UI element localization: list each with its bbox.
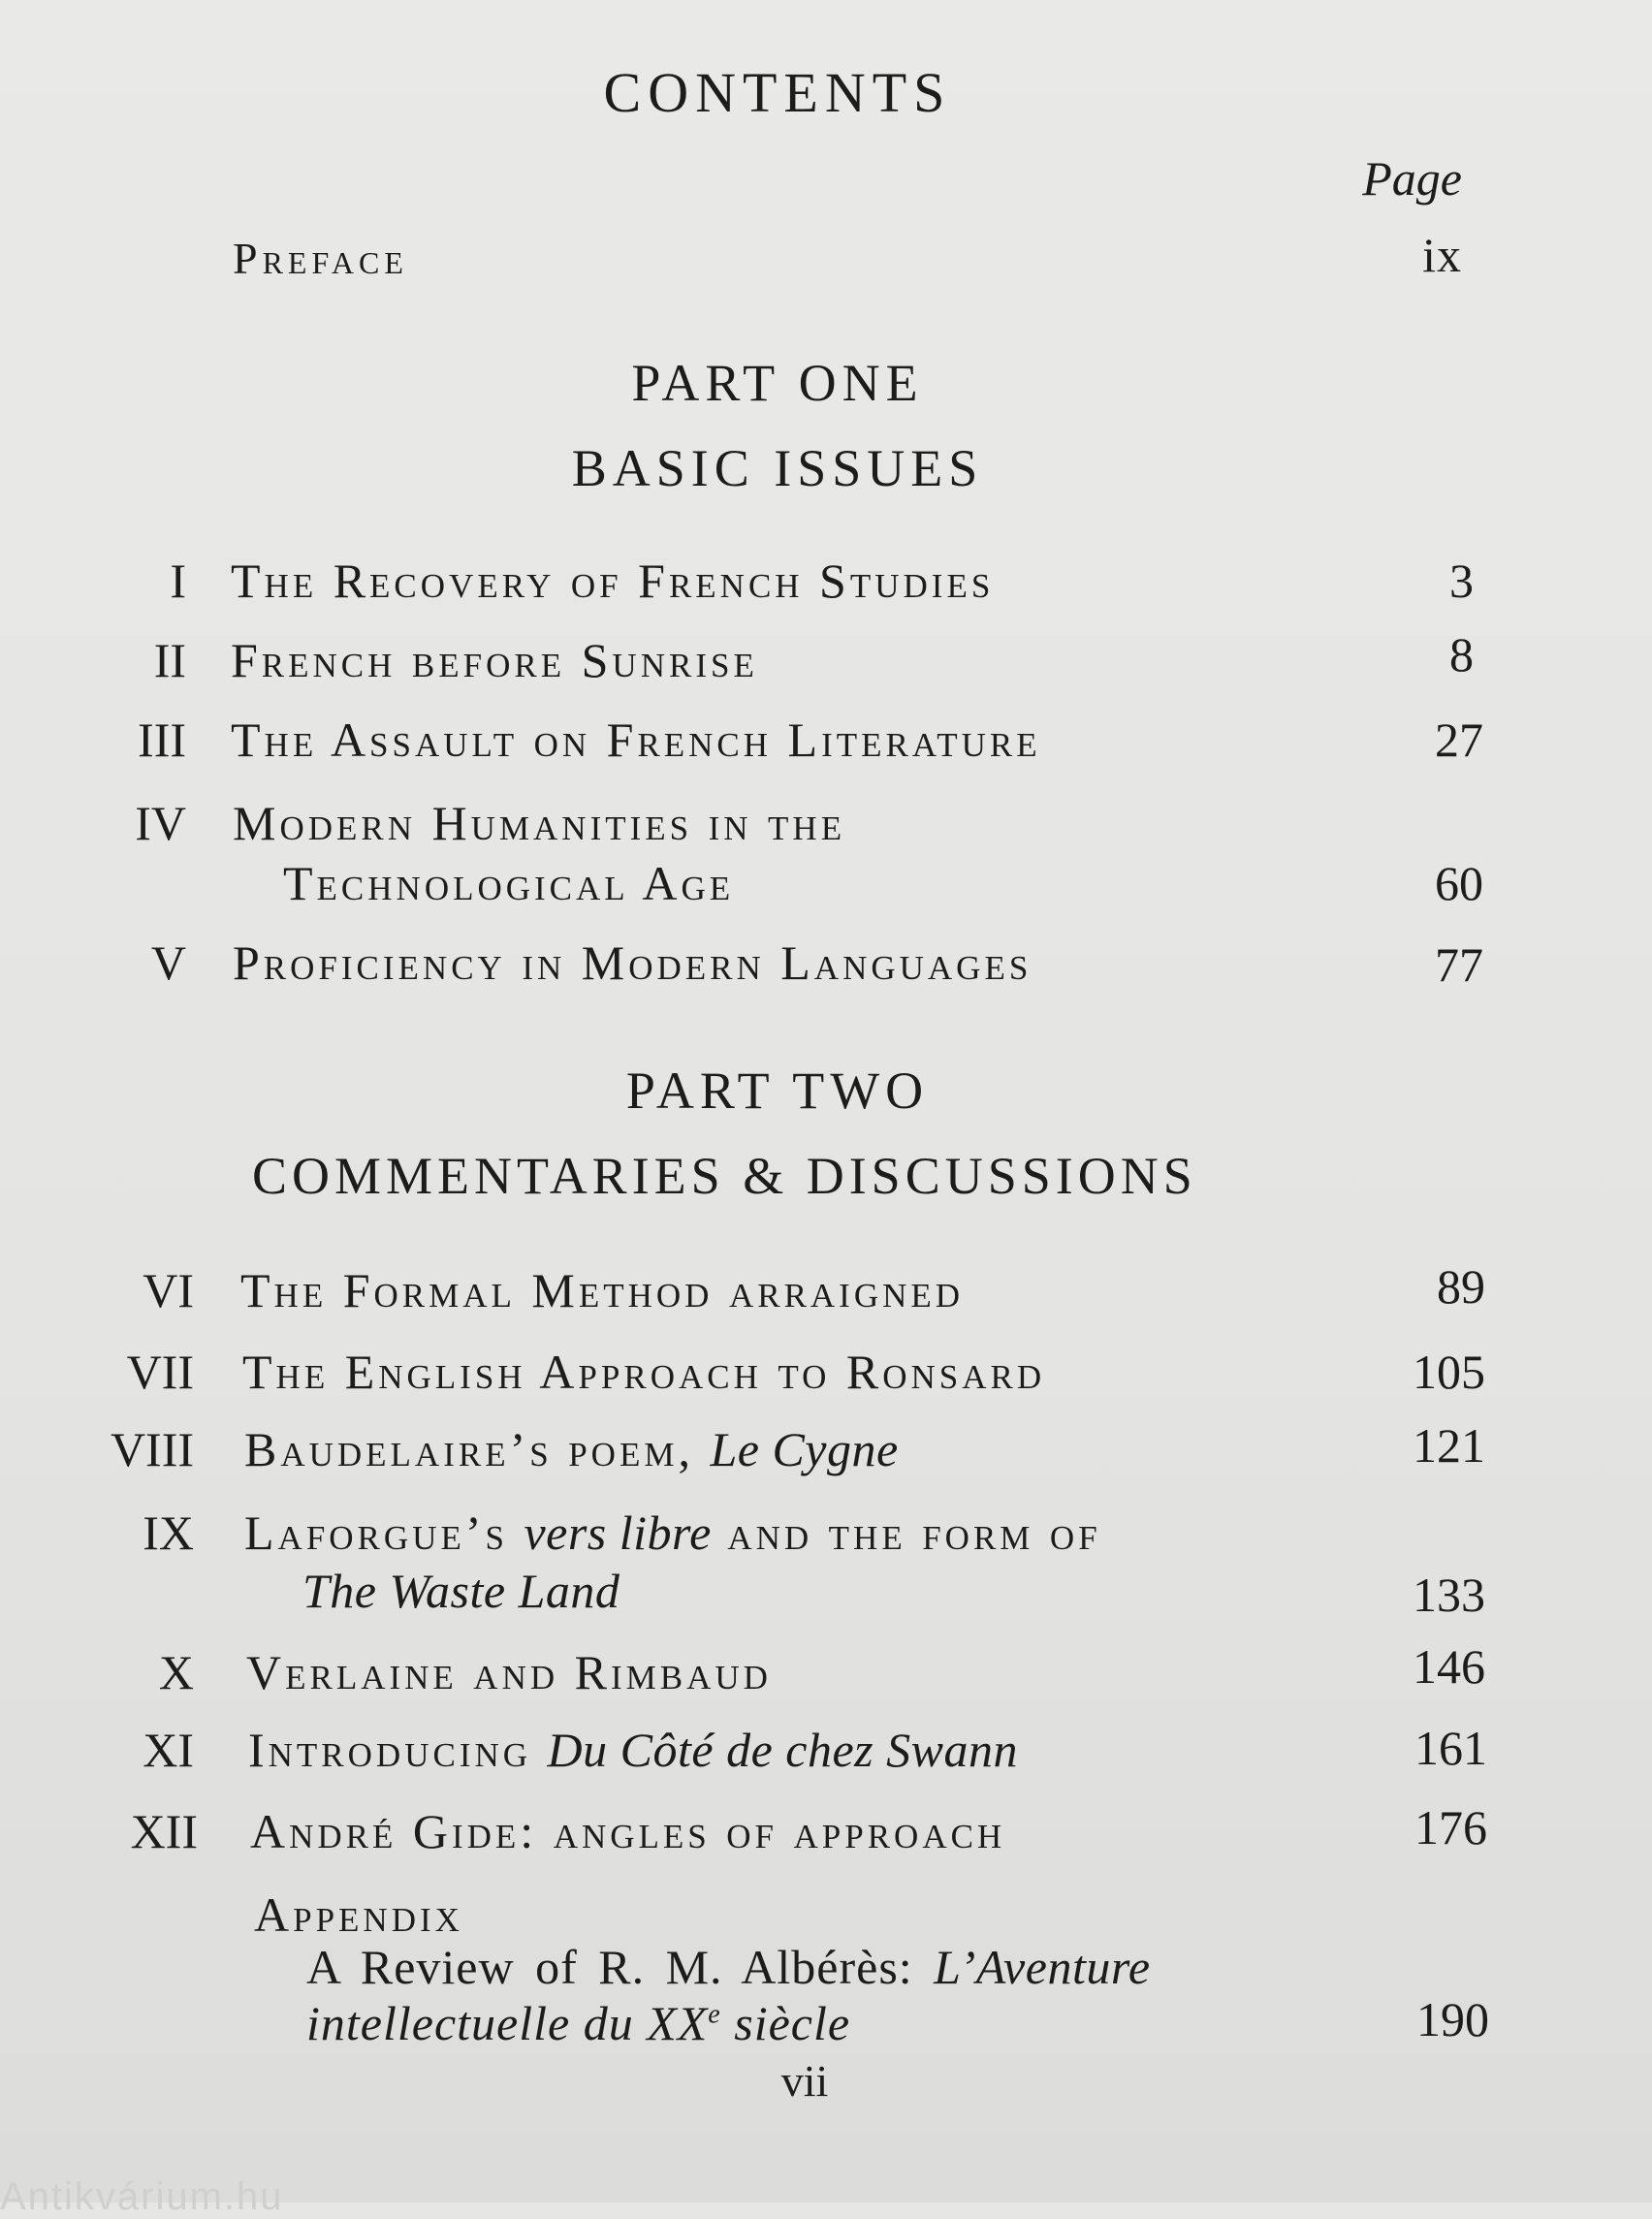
chapter-title: The Formal Method arraigned [240, 1263, 965, 1317]
chapter-number: X [158, 1645, 194, 1699]
watermark: Antikvárium.hu [0, 2175, 284, 2218]
chapter-number: XI [143, 1723, 194, 1777]
chapter-title-line1 [244, 1505, 1101, 1561]
page-column-label: Page [1362, 151, 1462, 206]
appendix-text: A Review of R. M. Albérès: [306, 1940, 913, 1994]
chapter-number: II [153, 633, 186, 687]
chapter-title-italic: vers libre [524, 1506, 712, 1560]
chapter-title-text: Introducing [248, 1723, 532, 1777]
chapter-page: 105 [1413, 1345, 1485, 1399]
chapter-page: 133 [1413, 1568, 1485, 1622]
toc-entry [0, 1505, 1652, 1640]
chapter-page: 121 [1413, 1418, 1485, 1473]
contents-heading: CONTENTS [603, 61, 952, 124]
toc-entry [0, 1344, 1652, 1411]
toc-entry [0, 627, 1652, 700]
chapter-page: 3 [1449, 554, 1474, 608]
chapter-number: I [170, 554, 186, 608]
chapter-page: 146 [1413, 1639, 1485, 1694]
chapter-number: VII [126, 1345, 194, 1399]
chapter-title-italic: Le Cygne [710, 1422, 899, 1476]
chapter-title: The Assault on French Literature [231, 713, 1041, 767]
toc-entry [0, 1639, 1652, 1712]
appendix-line2 [306, 1995, 850, 2051]
chapter-number: V [150, 935, 186, 990]
chapter-title-italic: Du Côté de chez Swann [547, 1723, 1018, 1777]
chapter-title-line1: Modern Humanities in the [233, 796, 846, 850]
appendix-line1 [306, 1939, 1151, 1995]
chapter-number: VIII [110, 1422, 194, 1476]
preface-page-number: ix [1422, 228, 1462, 282]
appendix-label: Appendix [254, 1887, 463, 1942]
chapter-title [248, 1722, 1018, 1778]
toc-entry [0, 1418, 1652, 1489]
preface-title: Preface [233, 234, 408, 283]
part-one-label: PART ONE [631, 354, 924, 412]
superscript: e [708, 1999, 721, 2030]
chapter-page: 8 [1449, 627, 1474, 682]
appendix-title-italic: intellectuelle du XX [306, 1996, 709, 2050]
toc-entry [0, 1722, 1652, 1790]
chapter-title: The English Approach to Ronsard [242, 1345, 1046, 1399]
appendix-title-italic: siècle [734, 1996, 851, 2050]
chapter-page: 77 [1435, 937, 1483, 992]
chapter-page: 27 [1435, 713, 1483, 767]
page-folio: vii [780, 2056, 829, 2106]
chapter-title: The Recovery of French Studies [231, 554, 995, 608]
toc-entry [0, 935, 1652, 1002]
part-one-title: BASIC ISSUES [571, 439, 984, 497]
chapter-page: 176 [1414, 1800, 1487, 1854]
chapter-title: Proficiency in Modern Languages [233, 935, 1032, 990]
appendix-title-italic: L’Aventure [934, 1940, 1151, 1994]
chapter-page: 89 [1437, 1259, 1485, 1314]
part-two-label: PART TWO [625, 1062, 930, 1120]
chapter-number: IX [143, 1506, 194, 1560]
chapter-number: VI [143, 1263, 194, 1317]
chapter-title-text: Baudelaire’s poem, [244, 1422, 694, 1476]
chapter-number: IV [135, 796, 186, 850]
toc-entry [0, 1800, 1652, 1871]
chapter-title-text: Laforgue’s [244, 1506, 508, 1560]
appendix-page: 190 [1416, 1992, 1489, 2046]
toc-entry [0, 1259, 1652, 1330]
chapter-title [244, 1421, 899, 1477]
chapter-title-line2: Technological Age [283, 856, 735, 910]
chapter-title: Verlaine and Rimbaud [246, 1645, 772, 1699]
chapter-title-text: and the form of [727, 1506, 1101, 1560]
toc-entry [0, 712, 1652, 779]
chapter-number: III [138, 713, 186, 767]
chapter-page: 161 [1414, 1721, 1487, 1775]
chapter-page: 60 [1435, 856, 1483, 910]
toc-entry [0, 795, 1652, 931]
toc-entry [0, 553, 1652, 620]
chapter-title: André Gide: angles of approach [250, 1804, 1006, 1858]
chapter-title-line2: The Waste Land [302, 1564, 620, 1618]
chapter-title: French before Sunrise [231, 633, 758, 687]
chapter-number: XII [130, 1804, 198, 1858]
part-two-title: COMMENTARIES & DISCUSSIONS [252, 1147, 1197, 1205]
